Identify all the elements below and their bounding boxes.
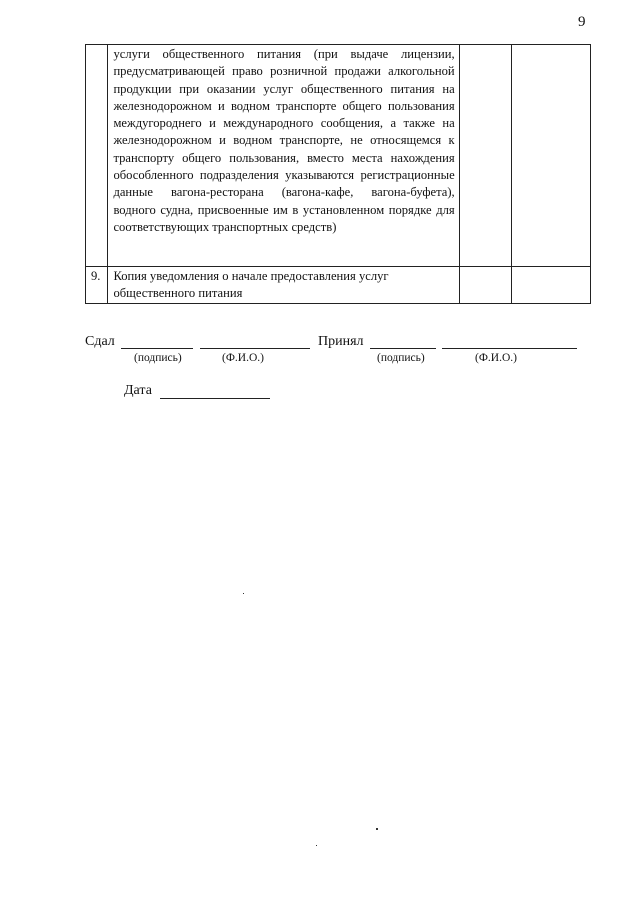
accepted-signature-hint: (подпись): [377, 352, 425, 364]
empty-cell: [459, 45, 512, 267]
empty-cell: [512, 45, 591, 267]
date-label: Дата: [124, 383, 152, 398]
date-blank: [160, 398, 270, 399]
accepted-name-hint: (Ф.И.О.): [475, 352, 517, 364]
scan-speck: [243, 593, 244, 594]
page-number: 9: [578, 14, 586, 30]
accepted-label: Принял: [318, 334, 364, 349]
row-number-cell: 9.: [86, 267, 108, 304]
handed-name-hint: (Ф.И.О.): [222, 352, 264, 364]
row-number-cell: [86, 45, 108, 267]
row-text-cell: Копия уведомления о начале предоставления услуг общественного питания: [108, 267, 459, 304]
table-row: [86, 267, 591, 304]
row-text-cell: услуги общественного питания (при выдаче лицензии, предусматривающей право розничной продажи алкогольной продукции при оказании услуг общественного питания на железнодорожном и водном транспорте общего пользования междугороднего и международного сообщения, а также на железнодорожном и водном транспорте, не относящемся к транспорту общего пользования, вместо места нахождения обособленного подразделения указываются регистрационные данные вагона-ресторана (вагона-кафе, вагона-буфета), водного судна, присвоенные им в установленном порядке для соответствующих транспортных средств): [108, 45, 459, 267]
handed-signature-hint: (подпись): [134, 352, 182, 364]
scan-speck: [376, 828, 378, 830]
document-table: [85, 44, 591, 304]
accepted-name-blank: [442, 348, 577, 349]
table-row: [86, 45, 591, 267]
scan-speck: [316, 845, 317, 846]
accepted-signature-blank: [370, 348, 436, 349]
handed-signature-blank: [121, 348, 193, 349]
handed-name-blank: [200, 348, 310, 349]
empty-cell: [512, 267, 591, 304]
handed-label: Сдал: [85, 334, 115, 349]
empty-cell: [459, 267, 512, 304]
